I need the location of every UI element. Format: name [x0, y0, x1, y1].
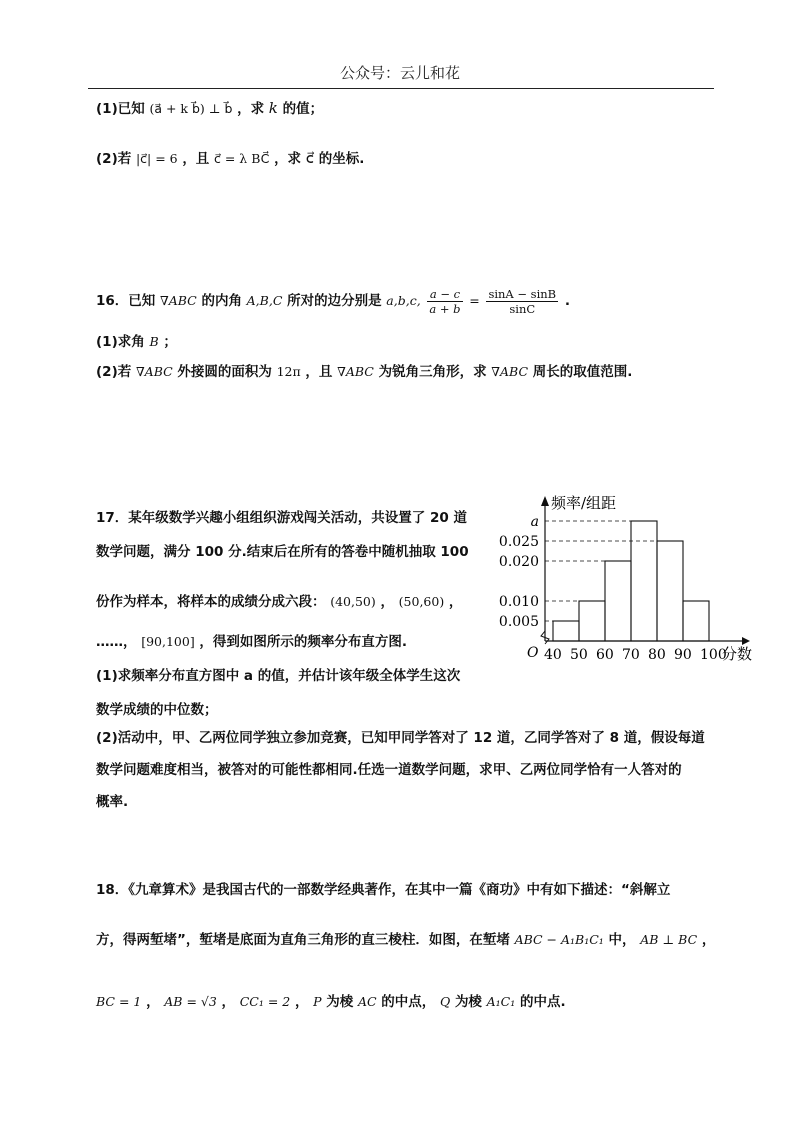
q18-a1c1: A₁C₁: [486, 994, 516, 1009]
q16-part2-d: 为锐角三角形，求: [378, 364, 487, 380]
q16-part2-c: ，且: [305, 364, 333, 380]
x-axis-arrow: [742, 637, 750, 645]
q16-fraction-right: [486, 287, 558, 316]
q17-line5: (1)求频率分布直方图中 a 的值，并估计该年级全体学生这次: [96, 668, 461, 684]
q18-line2: [96, 930, 715, 950]
x-axis-label: 分数: [722, 645, 753, 663]
q18-line3-b: 的中点，: [381, 994, 436, 1010]
q17-line4: [96, 632, 407, 652]
q18-line2-c: ，: [701, 932, 716, 948]
x-tick-label-60: 60: [596, 647, 614, 663]
q17-line7: (2)活动中，甲、乙两位同学独立参加竞赛，已知甲同学答对了 12 道，乙同学答对了 8 道，假设每道: [96, 730, 705, 746]
q16-part2-e: 周长的取值范围.: [532, 364, 633, 380]
q15-part1-math: (a⃗ + k b⃗) ⊥ b⃗: [149, 101, 233, 116]
q18-perp: AB ⊥ BC: [640, 932, 698, 947]
q18-sep3: ，: [294, 994, 309, 1010]
q17-line3-c: ，: [448, 594, 463, 610]
q18-line2-a: 方，得两堑堵”，堑堵是底面为直角三角形的直三棱柱．如图，在堑堵: [96, 932, 510, 948]
q15-part1: [96, 98, 323, 119]
q17-line9: 概率.: [96, 794, 129, 810]
x-tick-label-90: 90: [674, 647, 692, 663]
q18-line3-a: 为棱: [326, 994, 354, 1010]
q18-ac: AC: [357, 994, 377, 1009]
q18-line2-b: 中，: [608, 932, 636, 948]
y-tick-label-0.025: 0.025: [498, 534, 539, 550]
y-tick-label-0.010: 0.010: [498, 594, 539, 610]
q17-line1: 17．某年级数学兴趣小组组织游戏闯关活动，共设置了 20 道: [96, 510, 467, 526]
x-tick-label-80: 80: [648, 647, 666, 663]
q16-frac1-num: a − c: [427, 287, 462, 302]
q16-sides: a,b,c,: [386, 293, 421, 308]
q17-line8: 数学问题难度相当，被答对的可能性都相同.任选一道数学问题，求甲、乙两位同学恰有一人答对的: [96, 762, 682, 778]
y-tick-label-0.005: 0.005: [498, 614, 539, 630]
q17-line4-b: ，得到如图所示的频率分布直方图.: [199, 634, 408, 650]
q17-line6: 数学成绩的中位数；: [96, 702, 218, 718]
q15-part2-mid1: ，且: [182, 151, 210, 167]
q16-part1-a: (1)求角: [96, 334, 145, 350]
q16-equals: =: [469, 293, 480, 308]
x-tick-label-70: 70: [622, 647, 640, 663]
y-axis-label: 频率/组距: [551, 494, 617, 512]
q18-line1: 18．《九章算术》是我国古代的一部数学经典著作，在其中一篇《商功》中有如下描述：“斜解立: [96, 882, 671, 898]
q16-part1-var: B: [149, 334, 159, 349]
x-tick-label-100: 100: [700, 647, 727, 663]
q18-line3-d: 的中点.: [519, 994, 566, 1010]
q16-part1: [96, 332, 177, 352]
q17-interval2: (50,60): [398, 594, 445, 609]
q16-part2-tri1: ∇ABC: [135, 364, 173, 379]
y-tick-label-0.020: 0.020: [498, 554, 539, 570]
q17-interval3: [90,100]: [141, 634, 195, 649]
q16-part2-b: 外接圆的面积为: [177, 364, 272, 380]
q16-part1-b: ；: [163, 334, 177, 350]
q16-angles: A,B,C: [246, 293, 283, 308]
histogram-bar-[80,90): [657, 541, 683, 641]
page-header: 公众号：云儿和花: [339, 64, 460, 82]
q18-line3-c: 为棱: [454, 994, 482, 1010]
y-tick-label-a: a: [530, 514, 539, 530]
q18-bc: BC = 1: [96, 994, 142, 1009]
x-tick-label-50: 50: [570, 647, 588, 663]
q16-frac2-den: sinC: [509, 301, 536, 316]
q16-frac2-num: sinA − sinB: [488, 286, 557, 301]
q16-stem-end: .: [564, 293, 570, 309]
q18-prism: ABC − A₁B₁C₁: [514, 932, 604, 947]
q16-part2-area: 12π: [276, 364, 301, 379]
q17-line2: 数学问题，满分 100 分.结束后在所有的答卷中随机抽取 100: [96, 544, 469, 560]
x-tick-label-40: 40: [544, 647, 562, 663]
q16-part2: [96, 362, 632, 382]
q15-part2-math1: |c⃗| = 6: [135, 151, 178, 166]
q15-part2-mid2: ，求: [274, 151, 302, 167]
q15-part2: [96, 148, 364, 169]
q18-sep2: ，: [221, 994, 236, 1010]
histogram-bar-[60,70): [605, 561, 631, 641]
q16-stem: [96, 286, 570, 316]
frequency-histogram: [490, 486, 780, 676]
q18-line3: [96, 992, 566, 1012]
q18-ab: AB = √3: [164, 994, 217, 1009]
q15-part2-math2: c⃗ = λ BC⃗: [214, 151, 270, 166]
q16-part2-a: (2)若: [96, 364, 132, 380]
q16-stem-a: 16．已知: [96, 293, 156, 309]
histogram-bar-[90,100]: [683, 601, 709, 641]
histogram-bar-[70,80): [631, 521, 657, 641]
origin-label: O: [527, 645, 539, 661]
q15-part1-label: (1)已知: [96, 101, 145, 117]
q18-p: P: [313, 994, 322, 1009]
q15-part2-var: c⃗: [305, 149, 315, 167]
q17-line3-b: ，: [380, 594, 394, 610]
q16-stem-b: 的内角: [201, 293, 242, 309]
q18-cc1: CC₁ = 2: [239, 994, 291, 1009]
q16-fraction-left: [427, 287, 462, 316]
q15-part1-end: 的值；: [282, 101, 324, 117]
q15-part2-label: (2)若: [96, 151, 132, 167]
q18-q: Q: [439, 994, 451, 1009]
histogram-bar-[40,50): [553, 621, 579, 641]
y-axis-arrow: [541, 496, 549, 506]
q15-part1-mid: ，求: [237, 101, 265, 117]
q16-part2-tri3: ∇ABC: [491, 364, 529, 379]
q16-frac1-den: a + b: [429, 301, 461, 316]
q17-line3-a: 份作为样本，将样本的成绩分成六段：: [96, 594, 326, 610]
q16-stem-c: 所对的边分别是: [287, 293, 382, 309]
q15-part2-end: 的坐标.: [318, 151, 365, 167]
q17-interval1: (40,50): [330, 594, 376, 609]
histogram-bar-[50,60): [579, 601, 605, 641]
q16-part2-tri2: ∇ABC: [337, 364, 374, 379]
q15-part1-var: k: [268, 99, 278, 117]
q17-line4-a: ……，: [96, 634, 137, 650]
header-rule: [88, 88, 714, 89]
q17-line3: [96, 592, 462, 612]
q16-triangle: ∇ABC: [160, 293, 197, 308]
q18-sep1: ，: [146, 994, 160, 1010]
